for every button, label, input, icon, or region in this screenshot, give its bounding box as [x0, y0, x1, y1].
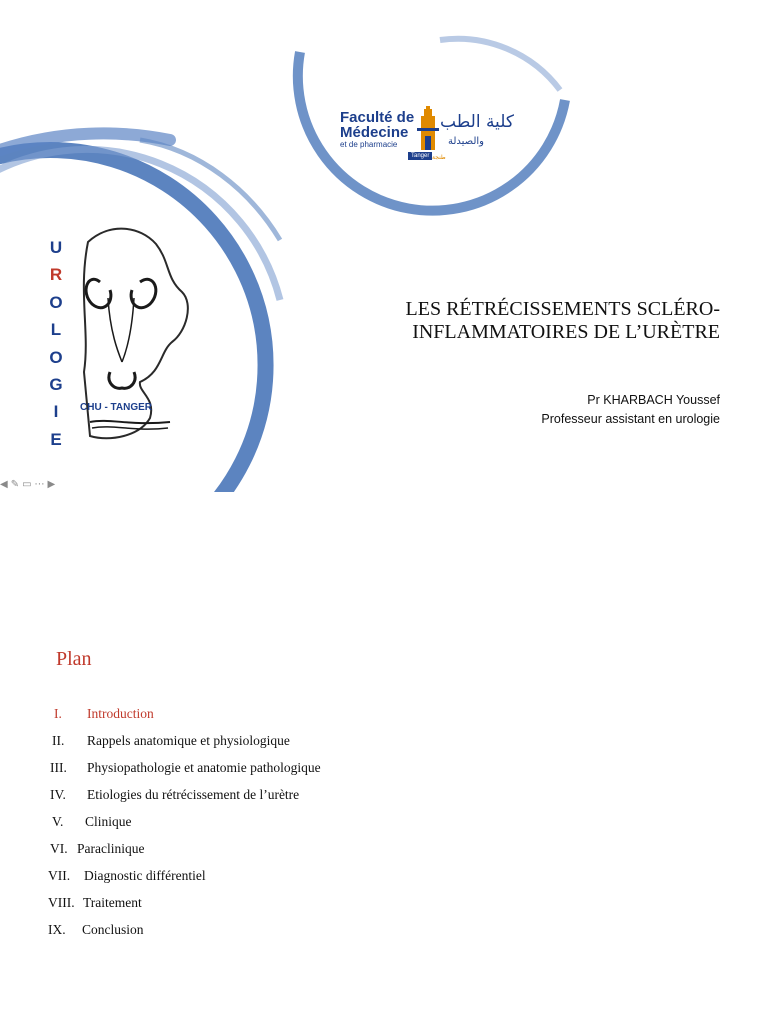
slides-icon[interactable]: ▭ [22, 479, 32, 490]
urologie-letter: O [49, 347, 63, 367]
plan-item-label: Physiopathologie et anatomie pathologique [87, 760, 321, 775]
plan-item-number: IX. [48, 922, 66, 937]
plan-item-number: V. [52, 814, 64, 829]
plan-item-label: Paraclinique [77, 841, 145, 856]
kidney-map-icon [70, 222, 200, 452]
chu-tanger-label: CHU - TANGER [80, 402, 153, 413]
urologie-letter: L [50, 320, 62, 340]
urologie-letter: G [49, 374, 63, 394]
tower-icon [414, 106, 442, 154]
pen-icon[interactable]: ✎ [10, 479, 20, 490]
author-role: Professeur assistant en urologie [541, 412, 720, 426]
plan-item-number: III. [50, 760, 67, 775]
city-tag: Tanger [408, 152, 432, 160]
title-line-2: INFLAMMATOIRES DE L’URÈTRE [412, 321, 720, 343]
title-line-1: LES RÉTRÉCISSEMENTS SCLÉRO- [405, 298, 720, 320]
plan-item-label: Introduction [87, 706, 154, 721]
plan-item-number: I. [54, 706, 62, 721]
urologie-letter: U [49, 238, 63, 257]
faculty-name-fr: Faculté de Médecine et de pharmacie [340, 109, 415, 149]
author-block [541, 391, 720, 429]
title-slide [0, 0, 768, 492]
plan-item-number: IV. [50, 787, 66, 802]
slide-title [300, 298, 720, 344]
plan-item-label: Clinique [85, 814, 132, 829]
faculty-name-ar-sub: والصيدلة [448, 136, 485, 147]
more-icon[interactable]: ⋯ [34, 479, 45, 490]
city-tag-ar: طنجة [432, 154, 446, 161]
plan-item-number: II. [52, 733, 65, 748]
arrow-left-icon[interactable]: ◀ [0, 479, 8, 490]
plan-item-label: Traitement [83, 895, 142, 910]
plan-item-number: VII. [48, 868, 71, 883]
plan-item-label: Diagnostic différentiel [84, 868, 206, 883]
plan-title: Plan [56, 648, 92, 670]
faculty-name-ar: كلية الطب [440, 112, 514, 132]
slide-navigation [0, 478, 55, 492]
plan-item-number: VI. [50, 841, 68, 856]
plan-item-label: Etiologies du rétrécissement de l’urètre [87, 787, 300, 802]
author-name: Pr KHARBACH Youssef [587, 393, 720, 407]
urologie-letter: I [53, 402, 59, 422]
plan-item-label: Conclusion [82, 922, 144, 937]
plan-item-label: Rappels anatomique et physiologique [87, 733, 290, 748]
urologie-vertical-label [46, 238, 66, 457]
urologie-letter: E [50, 429, 62, 449]
urologie-letter: R [49, 265, 63, 285]
plan-item-number: VIII. [48, 895, 75, 910]
plan-slide [0, 492, 768, 1024]
arrow-right-icon[interactable]: ▶ [47, 479, 56, 490]
faculty-logo [340, 106, 530, 168]
urologie-letter: O [49, 292, 63, 312]
